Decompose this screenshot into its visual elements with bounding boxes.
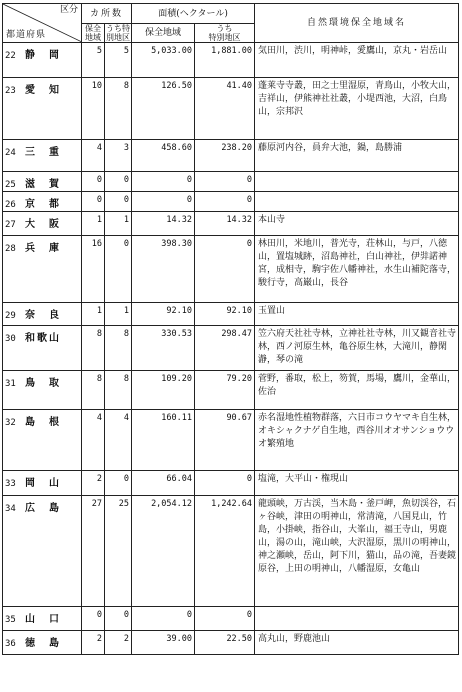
area-hozen-cell: 2,054.12: [132, 496, 195, 607]
area-names-cell: 本山寺: [255, 212, 459, 236]
tokubetsu-count-cell: 0: [105, 607, 132, 631]
area-tokubetsu-cell: 0: [195, 192, 255, 212]
area-hozen-cell: 0: [132, 607, 195, 631]
area-hozen-cell: 0: [132, 192, 195, 212]
area-tokubetsu-cell: 1,242.64: [195, 496, 255, 607]
prefecture-cell: [3, 326, 82, 371]
hozen-count-cell: 0: [82, 192, 105, 212]
table-row: [3, 631, 459, 655]
prefecture-name: 京 都: [25, 199, 61, 210]
tokubetsu-count-cell: 0: [105, 172, 132, 192]
prefecture-number: 33: [5, 479, 16, 489]
table-row: [3, 496, 459, 607]
prefecture-name: 滋 賀: [25, 179, 61, 190]
prefecture-name: 愛 知: [25, 85, 61, 96]
prefecture-number: 25: [5, 180, 16, 190]
hozen-count-cell: 10: [82, 78, 105, 140]
area-hozen-cell: 330.53: [132, 326, 195, 371]
prefecture-cell: [3, 471, 82, 496]
table-row: [3, 410, 459, 471]
prefecture-number: 36: [5, 639, 16, 649]
prefecture-name: 和歌山: [25, 333, 61, 344]
tokubetsu-count-cell: 0: [105, 471, 132, 496]
prefecture-name: 兵 庫: [25, 243, 61, 254]
area-names-cell: 菅野，番取，松上，笏賀，馬場，鷹川，金華山，佐治: [255, 371, 459, 410]
table-row: [3, 303, 459, 326]
table-row: [3, 212, 459, 236]
prefecture-cell: [3, 192, 82, 212]
header-corner-top: 区分: [59, 5, 78, 15]
tokubetsu-count-cell: 25: [105, 496, 132, 607]
area-names-cell: 塩滝，大平山・権現山: [255, 471, 459, 496]
prefecture-name: 鳥 取: [25, 378, 61, 389]
prefecture-name: 徳 島: [25, 638, 61, 649]
area-hozen-cell: 109.20: [132, 371, 195, 410]
prefecture-number: 23: [5, 86, 16, 96]
header-hozen-count: 保全 地域: [82, 24, 105, 43]
area-names-cell: 林田川，米地川，普光寺，荘林山，与戸，八徳山，置塩城跡，沼島神社，白山神社，伊弉諾神宮，成相寺，駒宇佐八幡神社，水生山補陀落寺，駿行寺，高巌山，長谷: [255, 236, 459, 303]
area-hozen-cell: 39.00: [132, 631, 195, 655]
area-names-cell: 笠六府天社社寺林，立神社社寺林，川又観音社寺林，西ノ河原生林，亀谷原生林，大滝川，静閑瀞，琴の滝: [255, 326, 459, 371]
prefecture-number: 28: [5, 244, 16, 254]
area-tokubetsu-cell: 22.50: [195, 631, 255, 655]
area-hozen-cell: 66.04: [132, 471, 195, 496]
hozen-count-cell: 0: [82, 172, 105, 192]
prefecture-number: 29: [5, 311, 16, 321]
area-hozen-cell: 160.11: [132, 410, 195, 471]
prefecture-name: 岡 山: [25, 478, 61, 489]
area-tokubetsu-cell: 1,881.00: [195, 43, 255, 78]
header-count-group: カ所数: [82, 4, 132, 24]
area-hozen-cell: 458.60: [132, 140, 195, 172]
area-hozen-cell: 126.50: [132, 78, 195, 140]
tokubetsu-count-cell: 4: [105, 410, 132, 471]
prefecture-cell: [3, 78, 82, 140]
prefecture-name: 静 岡: [25, 50, 61, 61]
area-names-cell: 赤名湿地性植物群落，六日市コウヤマキ自生林，オキシャクナゲ自生地，西谷川オオサンショウウオ繁殖地: [255, 410, 459, 471]
table-row: [3, 78, 459, 140]
prefecture-name: 大 阪: [25, 219, 61, 230]
header-names: 自然環境保全地域名: [255, 4, 459, 43]
area-hozen-cell: 14.32: [132, 212, 195, 236]
area-hozen-cell: 92.10: [132, 303, 195, 326]
area-hozen-cell: 5,033.00: [132, 43, 195, 78]
area-tokubetsu-cell: 0: [195, 172, 255, 192]
area-tokubetsu-cell: 41.40: [195, 78, 255, 140]
area-hozen-cell: 398.30: [132, 236, 195, 303]
hozen-count-cell: 4: [82, 410, 105, 471]
hozen-count-cell: 5: [82, 43, 105, 78]
hozen-count-cell: 2: [82, 631, 105, 655]
area-tokubetsu-cell: 92.10: [195, 303, 255, 326]
table-row: [3, 326, 459, 371]
hozen-count-cell: 8: [82, 326, 105, 371]
prefecture-cell: [3, 43, 82, 78]
header-tokubetsu-count: うち特 別地区: [106, 24, 130, 42]
prefecture-number: 26: [5, 200, 16, 210]
table-row: [3, 471, 459, 496]
prefecture-cell: [3, 140, 82, 172]
prefecture-number: 24: [5, 148, 16, 158]
table-row: [3, 236, 459, 303]
prefecture-cell: [3, 631, 82, 655]
area-names-cell: 高丸山，野鹿池山: [255, 631, 459, 655]
tokubetsu-count-cell: 2: [105, 631, 132, 655]
area-hozen-cell: 0: [132, 172, 195, 192]
prefecture-cell: [3, 607, 82, 631]
hozen-count-cell: 27: [82, 496, 105, 607]
prefecture-number: 34: [5, 504, 16, 514]
area-tokubetsu-cell: 79.20: [195, 371, 255, 410]
prefecture-name: 山 口: [25, 614, 61, 625]
prefecture-number: 35: [5, 615, 16, 625]
tokubetsu-count-cell: 8: [105, 371, 132, 410]
table-body: [3, 43, 459, 655]
tokubetsu-count-cell: 3: [105, 140, 132, 172]
prefecture-cell: [3, 172, 82, 192]
tokubetsu-count-cell: 8: [105, 326, 132, 371]
area-names-cell: [255, 192, 459, 212]
header-area-hozen: 保全地域: [132, 24, 195, 43]
prefecture-name: 島 根: [25, 417, 61, 428]
prefecture-number: 31: [5, 379, 16, 389]
area-tokubetsu-cell: 0: [195, 471, 255, 496]
hozen-count-cell: 16: [82, 236, 105, 303]
prefecture-name: 奈 良: [25, 310, 61, 321]
table-row: [3, 371, 459, 410]
prefecture-number: 27: [5, 220, 16, 230]
area-names-cell: 龍頭峡，万古渓，当木島・釜戸岬，魚切渓谷，石ヶ谷峡，津田の明神山，常清滝，八国見山，竹島，小掛峡，指谷山，大峯山，福王寺山，男鹿山，湯の山，滝山峡，大沢湿原，黒川の明神山，神之瀬峡，岳山，阿下川，猫山，品の滝，吾妻鏡原谷，上田の明神山，八幡湿原，女亀山: [255, 496, 459, 607]
conservation-area-table: [2, 3, 459, 655]
table-row: [3, 607, 459, 631]
prefecture-number: 22: [5, 51, 16, 61]
table-row: [3, 172, 459, 192]
area-tokubetsu-cell: 298.47: [195, 326, 255, 371]
table-row: [3, 43, 459, 78]
tokubetsu-count-cell: 1: [105, 303, 132, 326]
prefecture-cell: [3, 496, 82, 607]
tokubetsu-count-cell: 5: [105, 43, 132, 78]
header-corner-bottom: 都道府県: [6, 30, 47, 40]
area-names-cell: [255, 607, 459, 631]
tokubetsu-count-cell: 0: [105, 236, 132, 303]
area-names-cell: 気田川，渋川，明神峠，愛鷹山，京丸・岩岳山: [255, 43, 459, 78]
prefecture-cell: [3, 303, 82, 326]
area-names-cell: 藤原河内谷，員弁大池，鍋，島勝浦: [255, 140, 459, 172]
header-area-tokubetsu: うち 特別地区: [195, 24, 255, 43]
table-row: [3, 192, 459, 212]
prefecture-cell: [3, 371, 82, 410]
header-area-group: 面積(ヘクタール): [132, 4, 255, 24]
table-row: [3, 140, 459, 172]
area-tokubetsu-cell: 90.67: [195, 410, 255, 471]
area-tokubetsu-cell: 14.32: [195, 212, 255, 236]
hozen-count-cell: 8: [82, 371, 105, 410]
area-tokubetsu-cell: 238.20: [195, 140, 255, 172]
hozen-count-cell: 2: [82, 471, 105, 496]
prefecture-cell: [3, 236, 82, 303]
tokubetsu-count-cell: 0: [105, 192, 132, 212]
area-tokubetsu-cell: 0: [195, 607, 255, 631]
prefecture-name: 三 重: [25, 147, 61, 158]
prefecture-number: 32: [5, 418, 16, 428]
hozen-count-cell: 0: [82, 607, 105, 631]
hozen-count-cell: 4: [82, 140, 105, 172]
tokubetsu-count-cell: 8: [105, 78, 132, 140]
prefecture-name: 広 島: [25, 503, 61, 514]
hozen-count-cell: 1: [82, 303, 105, 326]
area-names-cell: 玉置山: [255, 303, 459, 326]
area-tokubetsu-cell: 0: [195, 236, 255, 303]
area-names-cell: 蓬莱寺寺叢，田之士里湿原，青鳥山，小牧大山，吉祥山，伊熊神社社叢，小堤西池，大沼，白鳥山，宗邦沢: [255, 78, 459, 140]
prefecture-number: 30: [5, 334, 16, 344]
header-corner: [3, 4, 82, 43]
area-names-cell: [255, 172, 459, 192]
tokubetsu-count-cell: 1: [105, 212, 132, 236]
prefecture-cell: [3, 212, 82, 236]
hozen-count-cell: 1: [82, 212, 105, 236]
prefecture-cell: [3, 410, 82, 471]
